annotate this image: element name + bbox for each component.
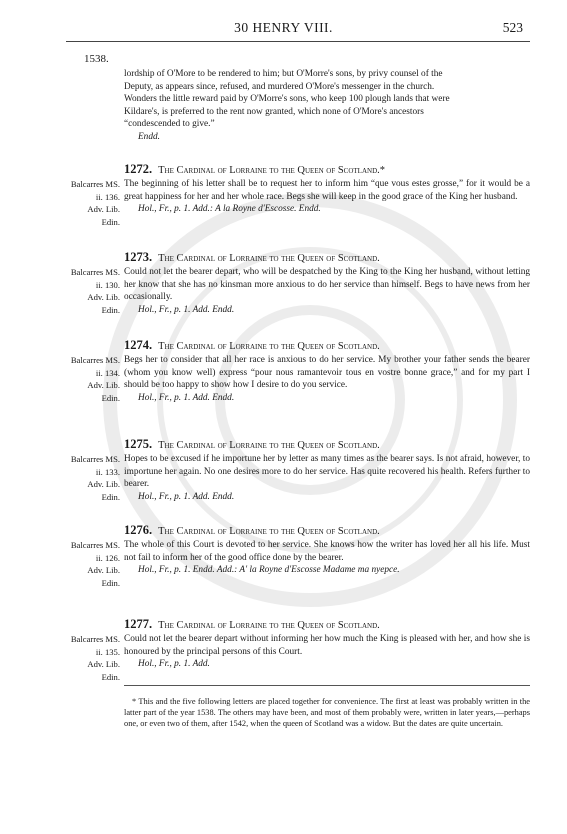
entry-text: Hopes to be excused if he importune her by letter as many times as the bearer says. Is not afraid, however, to importune her again. No one desires more to do her service. Has quite recovered his health. Refers further to bearer.	[124, 454, 530, 489]
entry-title: The Cardinal of Lorraine to the Queen of Scotland.	[158, 440, 380, 451]
entry-meta	[124, 658, 530, 671]
entry-meta-text: Hol., Fr., p. 1. Add. Endd.	[138, 392, 235, 403]
entry-number: 1273.	[124, 250, 153, 264]
entry-text: Begs her to consider that all her race is anxious to do her service. My brother your father sends the bearer (whom you know well) express “pour nous ramantevoir tous en vostre bonne grace,” and for my part I should be too happy to show how I desire to do you service.	[124, 355, 530, 390]
intro-line: lordship of O'More to be rendered to him; but O'Morre's sons, by privy counsel of the	[124, 69, 443, 79]
entry-meta	[124, 304, 530, 317]
margin-reference	[56, 453, 120, 503]
margin-line: Edin.	[101, 304, 120, 315]
intro-line: Kildare's, is preferred to the rent now granted, which none of O'More's ancestors	[124, 106, 424, 117]
entry-meta-text: Hol., Fr., p. 1. Add. Endd.	[138, 304, 235, 315]
entry-meta-text: Hol., Fr., p. 1. Add.	[138, 659, 210, 669]
entry-heading	[124, 437, 530, 453]
margin-line: ii. 136.	[95, 191, 120, 202]
margin-reference	[56, 354, 120, 404]
intro-line: Deputy, as appears since, refused, and murdered O'More's messenger in the church.	[124, 81, 435, 92]
margin-line: Adv. Lib.	[87, 380, 120, 390]
year-marker: 1538.	[84, 53, 109, 65]
entry-text: Could not let the bearer depart without informing her how much the King is pleased with her, and how she is honoured by the principal persons of this Court.	[124, 634, 530, 657]
margin-line: Edin.	[101, 491, 120, 502]
entry-text: The beginning of his letter shall be to request her to inform him “que vous estes grosse,” for it would be a great happiness for her and her whole race. Begs she will keep in the good grace of the King her husband.	[124, 179, 530, 202]
margin-line: ii. 126.	[95, 552, 120, 563]
entry-body	[124, 354, 530, 404]
margin-line: Edin.	[101, 392, 120, 403]
page-number: 523	[502, 20, 523, 35]
entry-body	[124, 633, 530, 671]
margin-line: Balcarres MS.	[70, 179, 120, 189]
entry-title: The Cardinal of Lorraine to the Queen of Scotland.	[158, 620, 380, 631]
margin-reference	[56, 539, 120, 589]
entry-meta-text: Hol., Fr., p. 1. Add.: A la Royne d'Escosse. Endd.	[138, 204, 321, 214]
margin-reference	[56, 178, 120, 228]
entry-title: The Cardinal of Lorraine to the Queen of Scotland.	[158, 526, 380, 537]
entry-title: The Cardinal of Lorraine to the Queen of Scotland.	[158, 341, 380, 352]
margin-line: Adv. Lib.	[87, 565, 120, 575]
margin-line: Balcarres MS.	[70, 634, 120, 644]
entry-text: The whole of this Court is devoted to her service. She knows how the writer has loved her all his life. Must not fail to inform her of the good office done by the bearer.	[124, 540, 530, 563]
intro-paragraph	[124, 68, 530, 143]
entry-body	[124, 178, 530, 216]
margin-line: ii. 135.	[95, 646, 120, 657]
margin-line: Balcarres MS.	[70, 355, 120, 365]
entry-body	[124, 539, 530, 577]
entry-number: 1274.	[124, 338, 153, 352]
margin-line: ii. 130.	[95, 279, 120, 290]
margin-line: ii. 133.	[95, 466, 120, 477]
footnote-rule	[124, 685, 530, 686]
entry-heading	[124, 250, 530, 266]
entry-meta	[124, 392, 530, 405]
entry-heading	[124, 338, 530, 354]
margin-line: Adv. Lib.	[87, 479, 120, 489]
margin-line: Edin.	[101, 216, 120, 227]
margin-line: Balcarres MS.	[70, 454, 120, 464]
margin-line: Adv. Lib.	[87, 659, 120, 669]
entry-body	[124, 453, 530, 503]
intro-endorsement: Endd.	[138, 131, 160, 142]
margin-line: Edin.	[101, 671, 120, 682]
entry-meta-text: Hol., Fr., p. 1. Endd. Add.: A' la Royne d'Escosse Madame ma nyepce.	[138, 565, 400, 575]
entry-number: 1276.	[124, 523, 153, 537]
running-title: 30 HENRY VIII.	[234, 20, 333, 35]
running-header	[0, 20, 567, 36]
entry-body	[124, 266, 530, 316]
entry-number: 1275.	[124, 437, 153, 451]
entry-meta	[124, 203, 530, 216]
margin-line: Adv. Lib.	[87, 204, 120, 214]
entry-heading	[124, 162, 530, 178]
header-rule	[66, 41, 530, 42]
entry-meta	[124, 564, 530, 577]
margin-line: ii. 134.	[95, 367, 120, 378]
margin-line: Adv. Lib.	[87, 292, 120, 302]
entry-meta	[124, 491, 530, 504]
entry-heading	[124, 617, 530, 633]
intro-line: “condescended to give.”	[124, 119, 215, 129]
entry-heading	[124, 523, 530, 539]
entry-text: Could not let the bearer depart, who will be despatched by the King to the King her husband, without letting her know that she has no kinsman more anxious to do her service than himself. Begs to have news from her occasionally.	[124, 267, 530, 302]
entry-meta-text: Hol., Fr., p. 1. Add. Endd.	[138, 491, 235, 502]
footnote: * This and the five following letters are placed together for convenience. The first at least was probably written in the latter part of the year 1538. The others may have been, and most of them probably were, written in later years,—perhaps one, or even two of them, after 1542, when the queen of Scotland was a widow. But the dates are quite uncertain.	[124, 697, 530, 729]
entry-title: The Cardinal of Lorraine to the Queen of Scotland.	[158, 253, 380, 264]
margin-reference	[56, 633, 120, 683]
entry-number: 1272.	[124, 162, 153, 176]
entry-title: The Cardinal of Lorraine to the Queen of Scotland.*	[158, 165, 386, 176]
margin-line: Balcarres MS.	[70, 540, 120, 550]
margin-reference	[56, 266, 120, 316]
margin-line: Edin.	[101, 577, 120, 588]
intro-line: Wonders the little reward paid by O'Morre's sons, who keep 100 plough lands that were	[124, 94, 450, 104]
entry-number: 1277.	[124, 617, 153, 631]
margin-line: Balcarres MS.	[70, 267, 120, 277]
